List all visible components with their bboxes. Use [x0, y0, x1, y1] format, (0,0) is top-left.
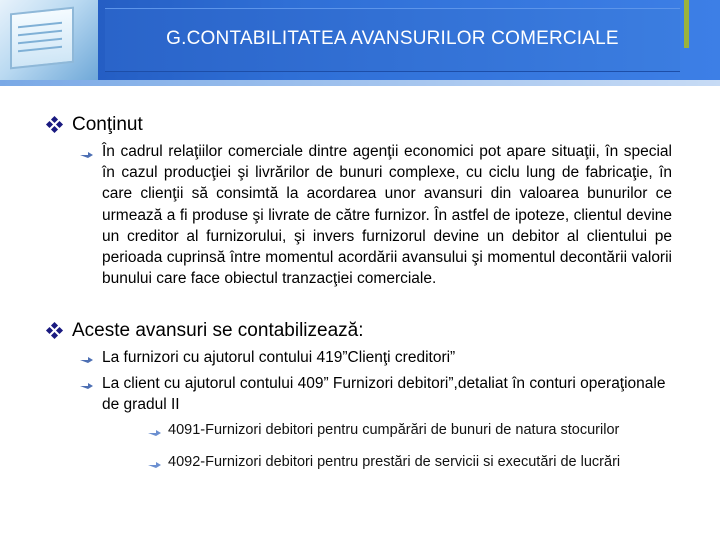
section-heading-advances [47, 320, 364, 342]
banner-stripe [0, 80, 720, 86]
sub-item-4091: 4091-Furnizori debitori pentru cumpărări de bunuri de natura stocurilor [168, 422, 620, 438]
section-heading-text: Aceste avansuri se contabilizează: [72, 320, 364, 341]
arrow-bullet-icon [80, 355, 94, 363]
content-paragraph: În cadrul relaţiilor comerciale dintre agenţii economici pot apare situaţii, în special în cazul producţiei şi livrărilor de bunuri complexe, cu ciclu lung de fabricaţie, în care clienţii să consimtă la acordarea unor avansuri din valoarea bunurilor ce urmează a fi produse şi livrate de către furnizor. În astfel de ipoteze, clientul devine un creditor al furnizorului, şi invers furnizorul devine un debitor al clientului pe perioada cuprinsă între momentul acordării avansului şi momentul decontării valorii bunului care face obiectul tranzacţiei comerciale. [102, 143, 672, 288]
computer-screen-image [0, 0, 98, 80]
list-item-client: La client cu ajutorul contului 409” Furnizori debitori”,detaliat în conturi operaţionale de gradul II [102, 375, 666, 413]
arrow-bullet-icon [148, 460, 162, 468]
diamond-bullet-icon [47, 117, 62, 132]
section-heading-content [47, 114, 143, 136]
arrow-bullet-icon [80, 381, 94, 389]
arrow-bullet-icon [148, 428, 162, 436]
section-heading-text: Conţinut [72, 114, 143, 135]
arrow-bullet-icon [80, 150, 94, 158]
sub-item-4092: 4092-Furnizori debitori pentru prestări de servicii si executări de lucrări [168, 454, 621, 470]
diamond-bullet-icon [47, 323, 62, 338]
list-item-supplier: La furnizori cu ajutorul contului 419”Clienţi creditori” [102, 349, 456, 366]
accent-bar [684, 0, 689, 48]
slide-title: G.CONTABILITATEA AVANSURILOR COMERCIALE [166, 28, 619, 49]
